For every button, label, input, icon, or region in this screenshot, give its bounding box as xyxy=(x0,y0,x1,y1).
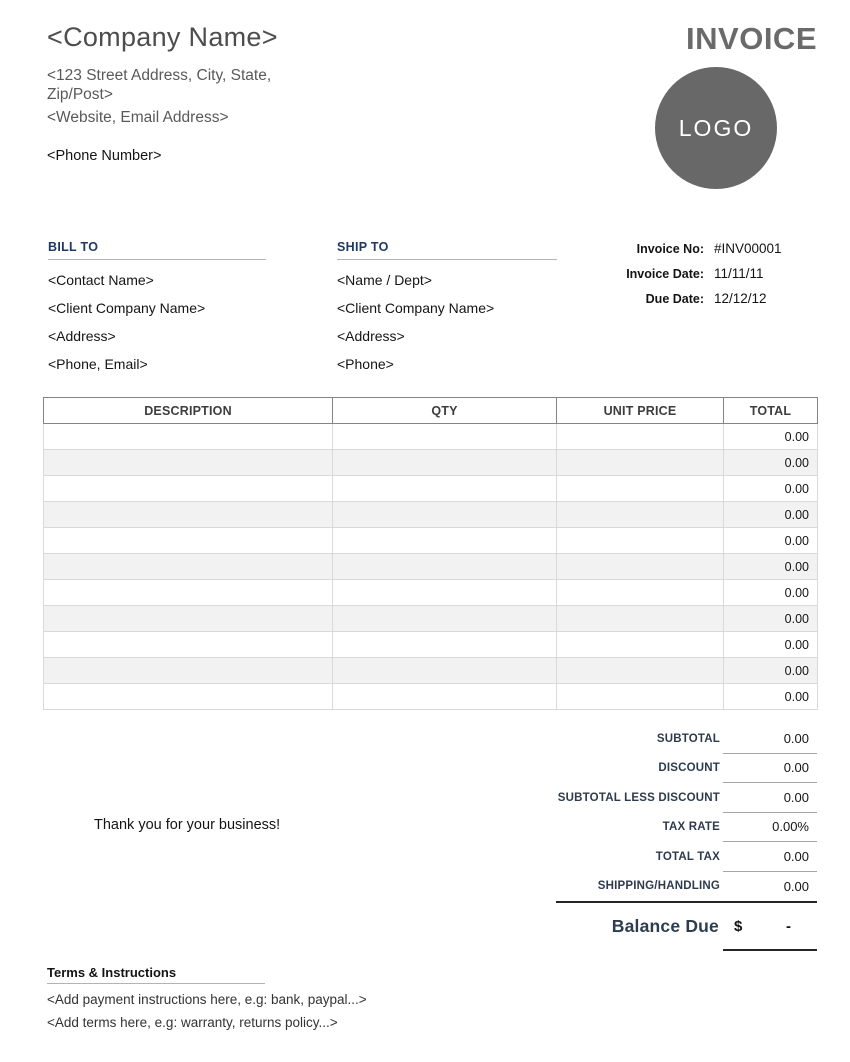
balance-due-label: Balance Due xyxy=(611,915,719,936)
tax-rate-value: 0.00% xyxy=(723,813,817,843)
item-description-cell xyxy=(44,450,333,476)
item-total-cell: 0.00 xyxy=(724,528,818,554)
subtotal-value: 0.00 xyxy=(723,724,817,754)
item-unit-price-cell xyxy=(557,606,724,632)
totals-summary xyxy=(417,724,817,901)
company-address: <123 Street Address, City, State, Zip/Post> xyxy=(47,67,272,103)
item-qty-cell xyxy=(333,502,557,528)
subtotal-label: SUBTOTAL xyxy=(656,732,720,745)
tax-rate-label: TAX RATE xyxy=(662,821,720,834)
item-total-cell: 0.00 xyxy=(724,606,818,632)
item-description-cell xyxy=(44,476,333,502)
item-description-cell xyxy=(44,424,333,450)
payment-instructions-line: <Add payment instructions here, e.g: bank, paypal...> xyxy=(47,992,367,1007)
item-total-cell: 0.00 xyxy=(724,658,818,684)
table-row xyxy=(44,476,818,502)
ship-to-section xyxy=(337,240,557,372)
item-description-cell xyxy=(44,502,333,528)
item-description-cell xyxy=(44,554,333,580)
item-description-cell xyxy=(44,606,333,632)
balance-due-row xyxy=(556,903,817,949)
bill-to-address: <Address> xyxy=(48,328,116,344)
table-row xyxy=(44,632,818,658)
discount-value: 0.00 xyxy=(723,754,817,784)
item-unit-price-cell xyxy=(557,424,724,450)
invoice-date-row xyxy=(592,266,817,281)
item-qty-cell xyxy=(333,528,557,554)
table-row xyxy=(44,528,818,554)
column-header-total: TOTAL xyxy=(724,398,818,424)
item-total-cell: 0.00 xyxy=(724,476,818,502)
due-date-row xyxy=(592,291,817,306)
bill-to-company: <Client Company Name> xyxy=(48,300,206,316)
table-row xyxy=(44,606,818,632)
ship-to-name-dept: <Name / Dept> xyxy=(337,272,432,288)
invoice-title: INVOICE xyxy=(686,21,817,56)
subtotal-less-discount-row xyxy=(417,783,817,813)
discount-label: DISCOUNT xyxy=(658,762,720,775)
item-total-cell: 0.00 xyxy=(724,632,818,658)
total-tax-row xyxy=(417,842,817,872)
item-unit-price-cell xyxy=(557,502,724,528)
table-row xyxy=(44,554,818,580)
item-qty-cell xyxy=(333,476,557,502)
item-description-cell xyxy=(44,528,333,554)
column-header-unit-price: UNIT PRICE xyxy=(557,398,724,424)
due-date-label: Due Date: xyxy=(645,292,704,306)
balance-due-section xyxy=(556,901,817,951)
item-total-cell: 0.00 xyxy=(724,502,818,528)
item-qty-cell xyxy=(333,580,557,606)
bill-to-section xyxy=(48,240,266,372)
item-description-cell xyxy=(44,684,333,710)
shipping-handling-label: SHIPPING/HANDLING xyxy=(597,880,720,893)
logo-text: LOGO xyxy=(678,114,754,141)
item-description-cell xyxy=(44,580,333,606)
company-logo xyxy=(655,67,777,189)
table-row xyxy=(44,580,818,606)
item-qty-cell xyxy=(333,554,557,580)
item-description-cell xyxy=(44,632,333,658)
invoice-date-value: 11/11/11 xyxy=(714,266,764,281)
bill-to-contact: <Contact Name> xyxy=(48,272,154,288)
item-unit-price-cell xyxy=(557,632,724,658)
subtotal-less-discount-value: 0.00 xyxy=(723,783,817,813)
bill-to-heading: BILL TO xyxy=(48,240,266,260)
item-total-cell: 0.00 xyxy=(724,684,818,710)
item-qty-cell xyxy=(333,606,557,632)
terms-heading: Terms & Instructions xyxy=(47,965,265,984)
table-row xyxy=(44,658,818,684)
item-total-cell: 0.00 xyxy=(724,580,818,606)
ship-to-phone: <Phone> xyxy=(337,356,394,372)
column-header-qty: QTY xyxy=(333,398,557,424)
invoice-date-label: Invoice Date: xyxy=(626,267,704,281)
company-header xyxy=(47,22,337,164)
subtotal-row xyxy=(417,724,817,754)
item-total-cell: 0.00 xyxy=(724,554,818,580)
currency-symbol: $ xyxy=(734,917,743,935)
column-header-description: DESCRIPTION xyxy=(44,398,333,424)
item-unit-price-cell xyxy=(557,476,724,502)
thank-you-note: Thank you for your business! xyxy=(94,817,281,833)
item-qty-cell xyxy=(333,424,557,450)
company-website-email: <Website, Email Address> xyxy=(47,109,229,126)
shipping-handling-row xyxy=(417,872,817,902)
item-qty-cell xyxy=(333,658,557,684)
item-qty-cell xyxy=(333,450,557,476)
total-tax-label: TOTAL TAX xyxy=(655,850,720,863)
table-row xyxy=(44,450,818,476)
table-row xyxy=(44,424,818,450)
due-date-value: 12/12/12 xyxy=(714,291,767,306)
item-qty-cell xyxy=(333,684,557,710)
balance-due-amount: - xyxy=(786,917,791,935)
shipping-handling-value: 0.00 xyxy=(783,878,809,894)
subtotal-less-discount-label: SUBTOTAL LESS DISCOUNT xyxy=(557,791,720,804)
tax-rate-row xyxy=(417,813,817,843)
bill-to-phone-email: <Phone, Email> xyxy=(48,356,148,372)
invoice-number-label: Invoice No: xyxy=(636,242,704,256)
company-phone: <Phone Number> xyxy=(47,148,162,164)
balance-due-value xyxy=(723,918,817,935)
ship-to-address: <Address> xyxy=(337,328,405,344)
invoice-meta xyxy=(592,241,817,316)
invoice-number-row xyxy=(592,241,817,256)
total-tax-value: 0.00 xyxy=(723,842,817,872)
item-qty-cell xyxy=(333,632,557,658)
items-header-row xyxy=(44,398,818,424)
invoice-number-value: #INV00001 xyxy=(714,241,782,256)
item-unit-price-cell xyxy=(557,450,724,476)
ship-to-heading: SHIP TO xyxy=(337,240,557,260)
item-total-cell: 0.00 xyxy=(724,424,818,450)
item-unit-price-cell xyxy=(557,554,724,580)
terms-policy-line: <Add terms here, e.g: warranty, returns policy...> xyxy=(47,1015,338,1030)
company-name: <Company Name> xyxy=(47,22,278,52)
table-row xyxy=(44,502,818,528)
item-total-cell: 0.00 xyxy=(724,450,818,476)
ship-to-company: <Client Company Name> xyxy=(337,300,495,316)
terms-section xyxy=(47,965,467,1030)
balance-due-underline xyxy=(723,949,817,951)
item-unit-price-cell xyxy=(557,658,724,684)
table-row xyxy=(44,684,818,710)
discount-row xyxy=(417,754,817,784)
item-unit-price-cell xyxy=(557,528,724,554)
item-unit-price-cell xyxy=(557,580,724,606)
item-unit-price-cell xyxy=(557,684,724,710)
line-items-table xyxy=(43,397,818,710)
item-description-cell xyxy=(44,658,333,684)
